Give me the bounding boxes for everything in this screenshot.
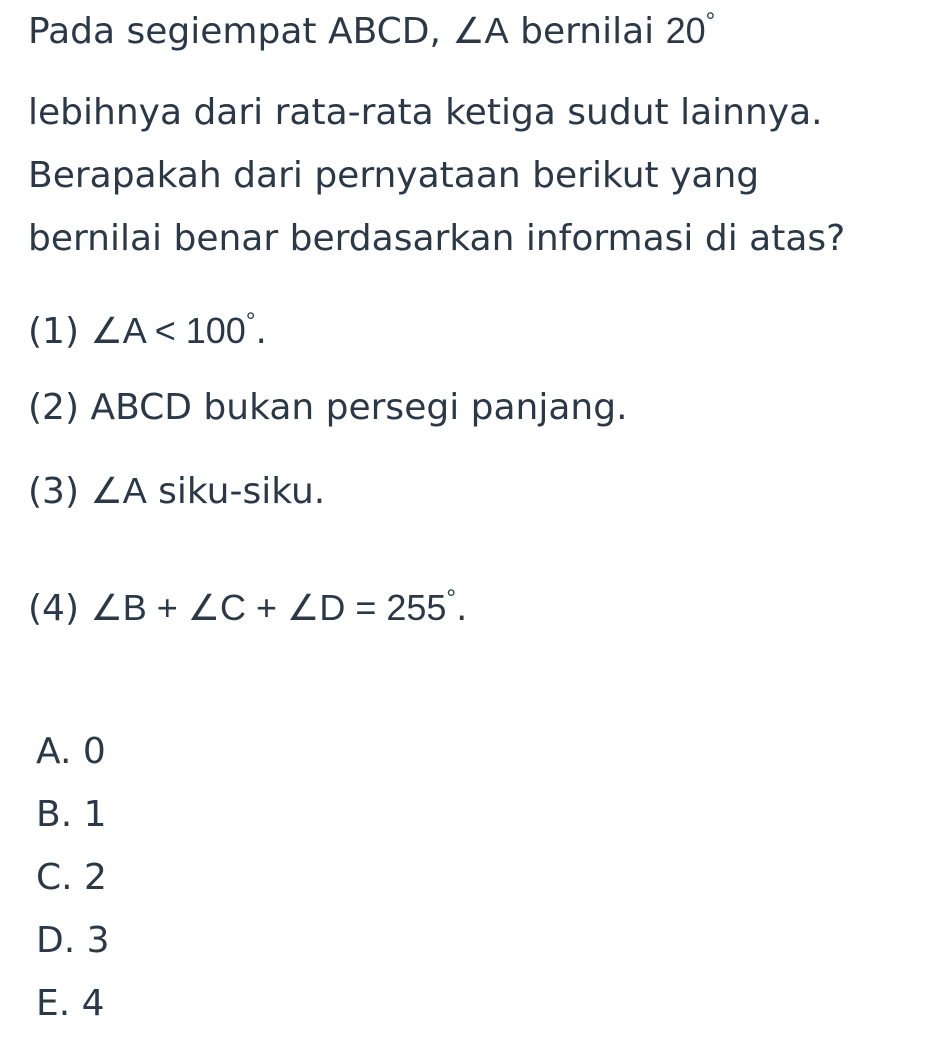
question-text: bernilai	[508, 11, 666, 52]
statement-number: (3)	[28, 471, 91, 512]
question-line-4: bernilai benar berdasarkan informasi di atas?	[28, 218, 846, 259]
question-line-3: Berapakah dari pernyataan berikut yang	[28, 155, 760, 196]
statement-4	[28, 577, 467, 631]
statement-1	[28, 300, 267, 354]
statement-text: siku-siku.	[146, 471, 326, 512]
angle-symbol: ∠A	[452, 10, 509, 51]
degree-symbol: °	[245, 308, 256, 335]
question-text: Pada segiempat ABCD,	[28, 11, 453, 52]
answer-option-e[interactable]: E. 4	[36, 983, 105, 1024]
answer-option-b[interactable]: B. 1	[36, 794, 107, 835]
angle-value: 20	[665, 10, 706, 51]
statement-2: (2) ABCD bukan persegi panjang.	[28, 387, 628, 428]
statement-end: .	[255, 311, 267, 352]
statement-number: (1)	[28, 311, 91, 352]
statement-math: ∠A < 100	[90, 310, 246, 351]
answer-option-d[interactable]: D. 3	[36, 920, 110, 961]
question-line-1	[28, 0, 715, 54]
statement-math: ∠B + ∠C + ∠D = 255	[90, 587, 447, 628]
degree-symbol: °	[705, 8, 716, 35]
degree-symbol: °	[446, 585, 457, 612]
statement-3	[28, 469, 325, 514]
statement-math: ∠A	[90, 470, 147, 511]
answer-option-c[interactable]: C. 2	[36, 857, 107, 898]
statement-number: (4)	[28, 588, 91, 629]
answer-option-a[interactable]: A. 0	[36, 731, 106, 772]
question-line-2: lebihnya dari rata-rata ketiga sudut lainnya.	[28, 92, 823, 133]
statement-end: .	[456, 588, 468, 629]
